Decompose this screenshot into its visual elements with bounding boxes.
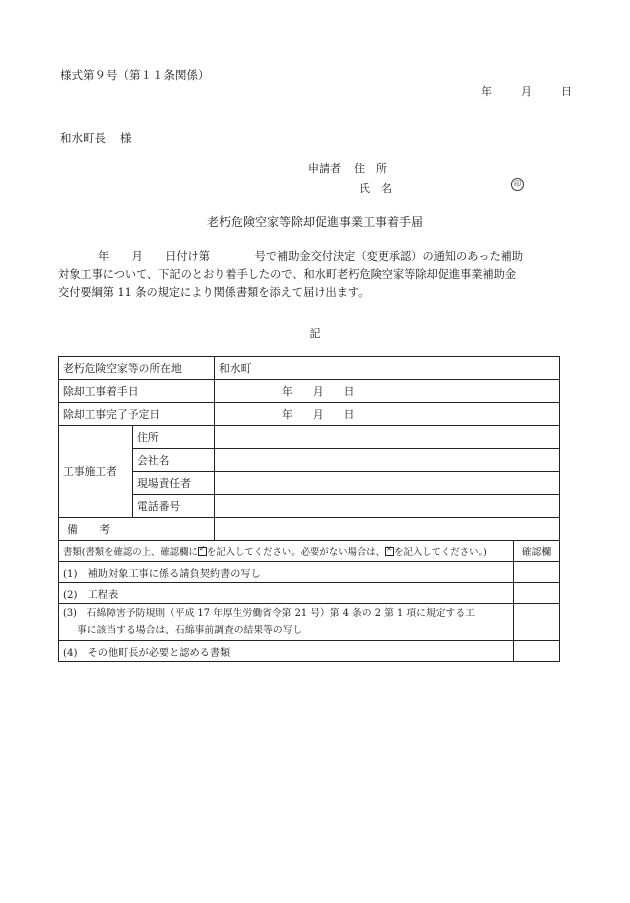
addressee-name: 和水町長 <box>60 131 106 145</box>
start-date-label: 除却工事着手日 <box>59 380 215 403</box>
location-label: 老朽危険空家等の所在地 <box>59 357 215 380</box>
date-year: 年 <box>481 85 492 98</box>
start-date-value[interactable] <box>215 380 560 403</box>
table-row <box>59 449 560 472</box>
table-row <box>59 641 560 662</box>
table-row <box>59 495 560 518</box>
addressee <box>60 130 132 146</box>
completion-month: 月 <box>312 407 324 421</box>
documents-header-suffix: を記入してください。) <box>394 547 487 558</box>
table-row <box>59 562 560 583</box>
start-month: 月 <box>312 384 324 398</box>
body-paragraph <box>58 248 574 302</box>
table-row <box>59 403 560 426</box>
checked-box-icon <box>198 547 207 556</box>
document-title: 老朽危険空家等除却促進事業工事着手届 <box>206 215 423 229</box>
document-item-2: (2) 工程表 <box>59 583 514 604</box>
submission-date <box>481 83 572 99</box>
documents-header <box>59 541 514 562</box>
contractor-address-label: 住所 <box>133 426 215 449</box>
applicant-label: 申請者 <box>308 162 341 175</box>
document-item-2-confirm[interactable] <box>514 583 560 604</box>
document-item-3-line-1: (3) 石綿障害予防規則（平成 17 年厚生労働省令第 21 号）第 4 条の 2 第 1 項に規定する工 <box>63 608 475 619</box>
confirm-header: 確認欄 <box>514 541 560 562</box>
start-year: 年 <box>282 384 293 398</box>
document-item-4-confirm[interactable] <box>514 641 560 662</box>
date-month: 月 <box>521 85 532 98</box>
completion-year: 年 <box>282 407 293 421</box>
table-row <box>59 541 560 562</box>
contractor-company-label: 会社名 <box>133 449 215 472</box>
document-item-3 <box>59 604 514 641</box>
addressee-honorific: 様 <box>120 131 132 145</box>
documents-header-middle: を記入してください。必要がない場合は、 <box>206 547 386 558</box>
ki-heading: 記 <box>309 327 321 340</box>
contractor-address-value[interactable] <box>215 426 560 449</box>
details-table <box>58 356 560 541</box>
applicant-address-row <box>308 160 387 176</box>
body-line-2: 対象工事について、下記のとおり着手したので、和水町老朽危険空家等除却促進事業補助金 <box>58 268 517 281</box>
document-item-1-confirm[interactable] <box>514 562 560 583</box>
contractor-label: 工事施工者 <box>59 426 133 518</box>
documents-table <box>58 540 560 662</box>
start-day: 日 <box>343 384 355 398</box>
table-row <box>59 518 560 541</box>
completion-date-label: 除却工事完了予定日 <box>59 403 215 426</box>
completion-day: 日 <box>343 407 355 421</box>
contractor-company-value[interactable] <box>215 449 560 472</box>
documents-header-prefix: 書類(書類を確認の上、確認欄に <box>63 547 198 558</box>
table-row <box>59 357 560 380</box>
document-item-3-confirm[interactable] <box>514 604 560 641</box>
table-row <box>59 583 560 604</box>
seal-icon: 印 <box>511 178 524 191</box>
table-row <box>59 426 560 449</box>
name-label: 氏 名 <box>359 182 392 195</box>
crossed-box-icon <box>385 547 394 556</box>
table-row <box>59 472 560 495</box>
remarks-value[interactable] <box>215 518 560 541</box>
address-label: 住 所 <box>354 162 387 175</box>
location-value[interactable]: 和水町 <box>215 357 560 380</box>
contractor-manager-value[interactable] <box>215 472 560 495</box>
remarks-label: 備 考 <box>59 518 215 541</box>
contractor-manager-label: 現場責任者 <box>133 472 215 495</box>
table-row <box>59 604 560 641</box>
form-number: 様式第９号（第１１条関係） <box>60 68 210 82</box>
applicant-name-row <box>359 180 392 196</box>
document-item-1: (1) 補助対象工事に係る請負契約書の写し <box>59 562 514 583</box>
contractor-phone-label: 電話番号 <box>133 495 215 518</box>
body-line-1: 年 月 日付け第 号で補助金交付決定（変更承認）の通知のあった補助 <box>98 250 524 263</box>
date-day: 日 <box>561 85 572 98</box>
completion-date-value[interactable] <box>215 403 560 426</box>
document-item-4: (4) その他町長が必要と認める書類 <box>59 641 514 662</box>
document-item-3-line-2: 事に該当する場合は、石綿事前調査の結果等の写し <box>77 625 303 636</box>
body-line-3: 交付要綱第 11 条の規定により関係書類を添えて届け出ます。 <box>58 286 370 299</box>
contractor-phone-value[interactable] <box>215 495 560 518</box>
table-row <box>59 380 560 403</box>
